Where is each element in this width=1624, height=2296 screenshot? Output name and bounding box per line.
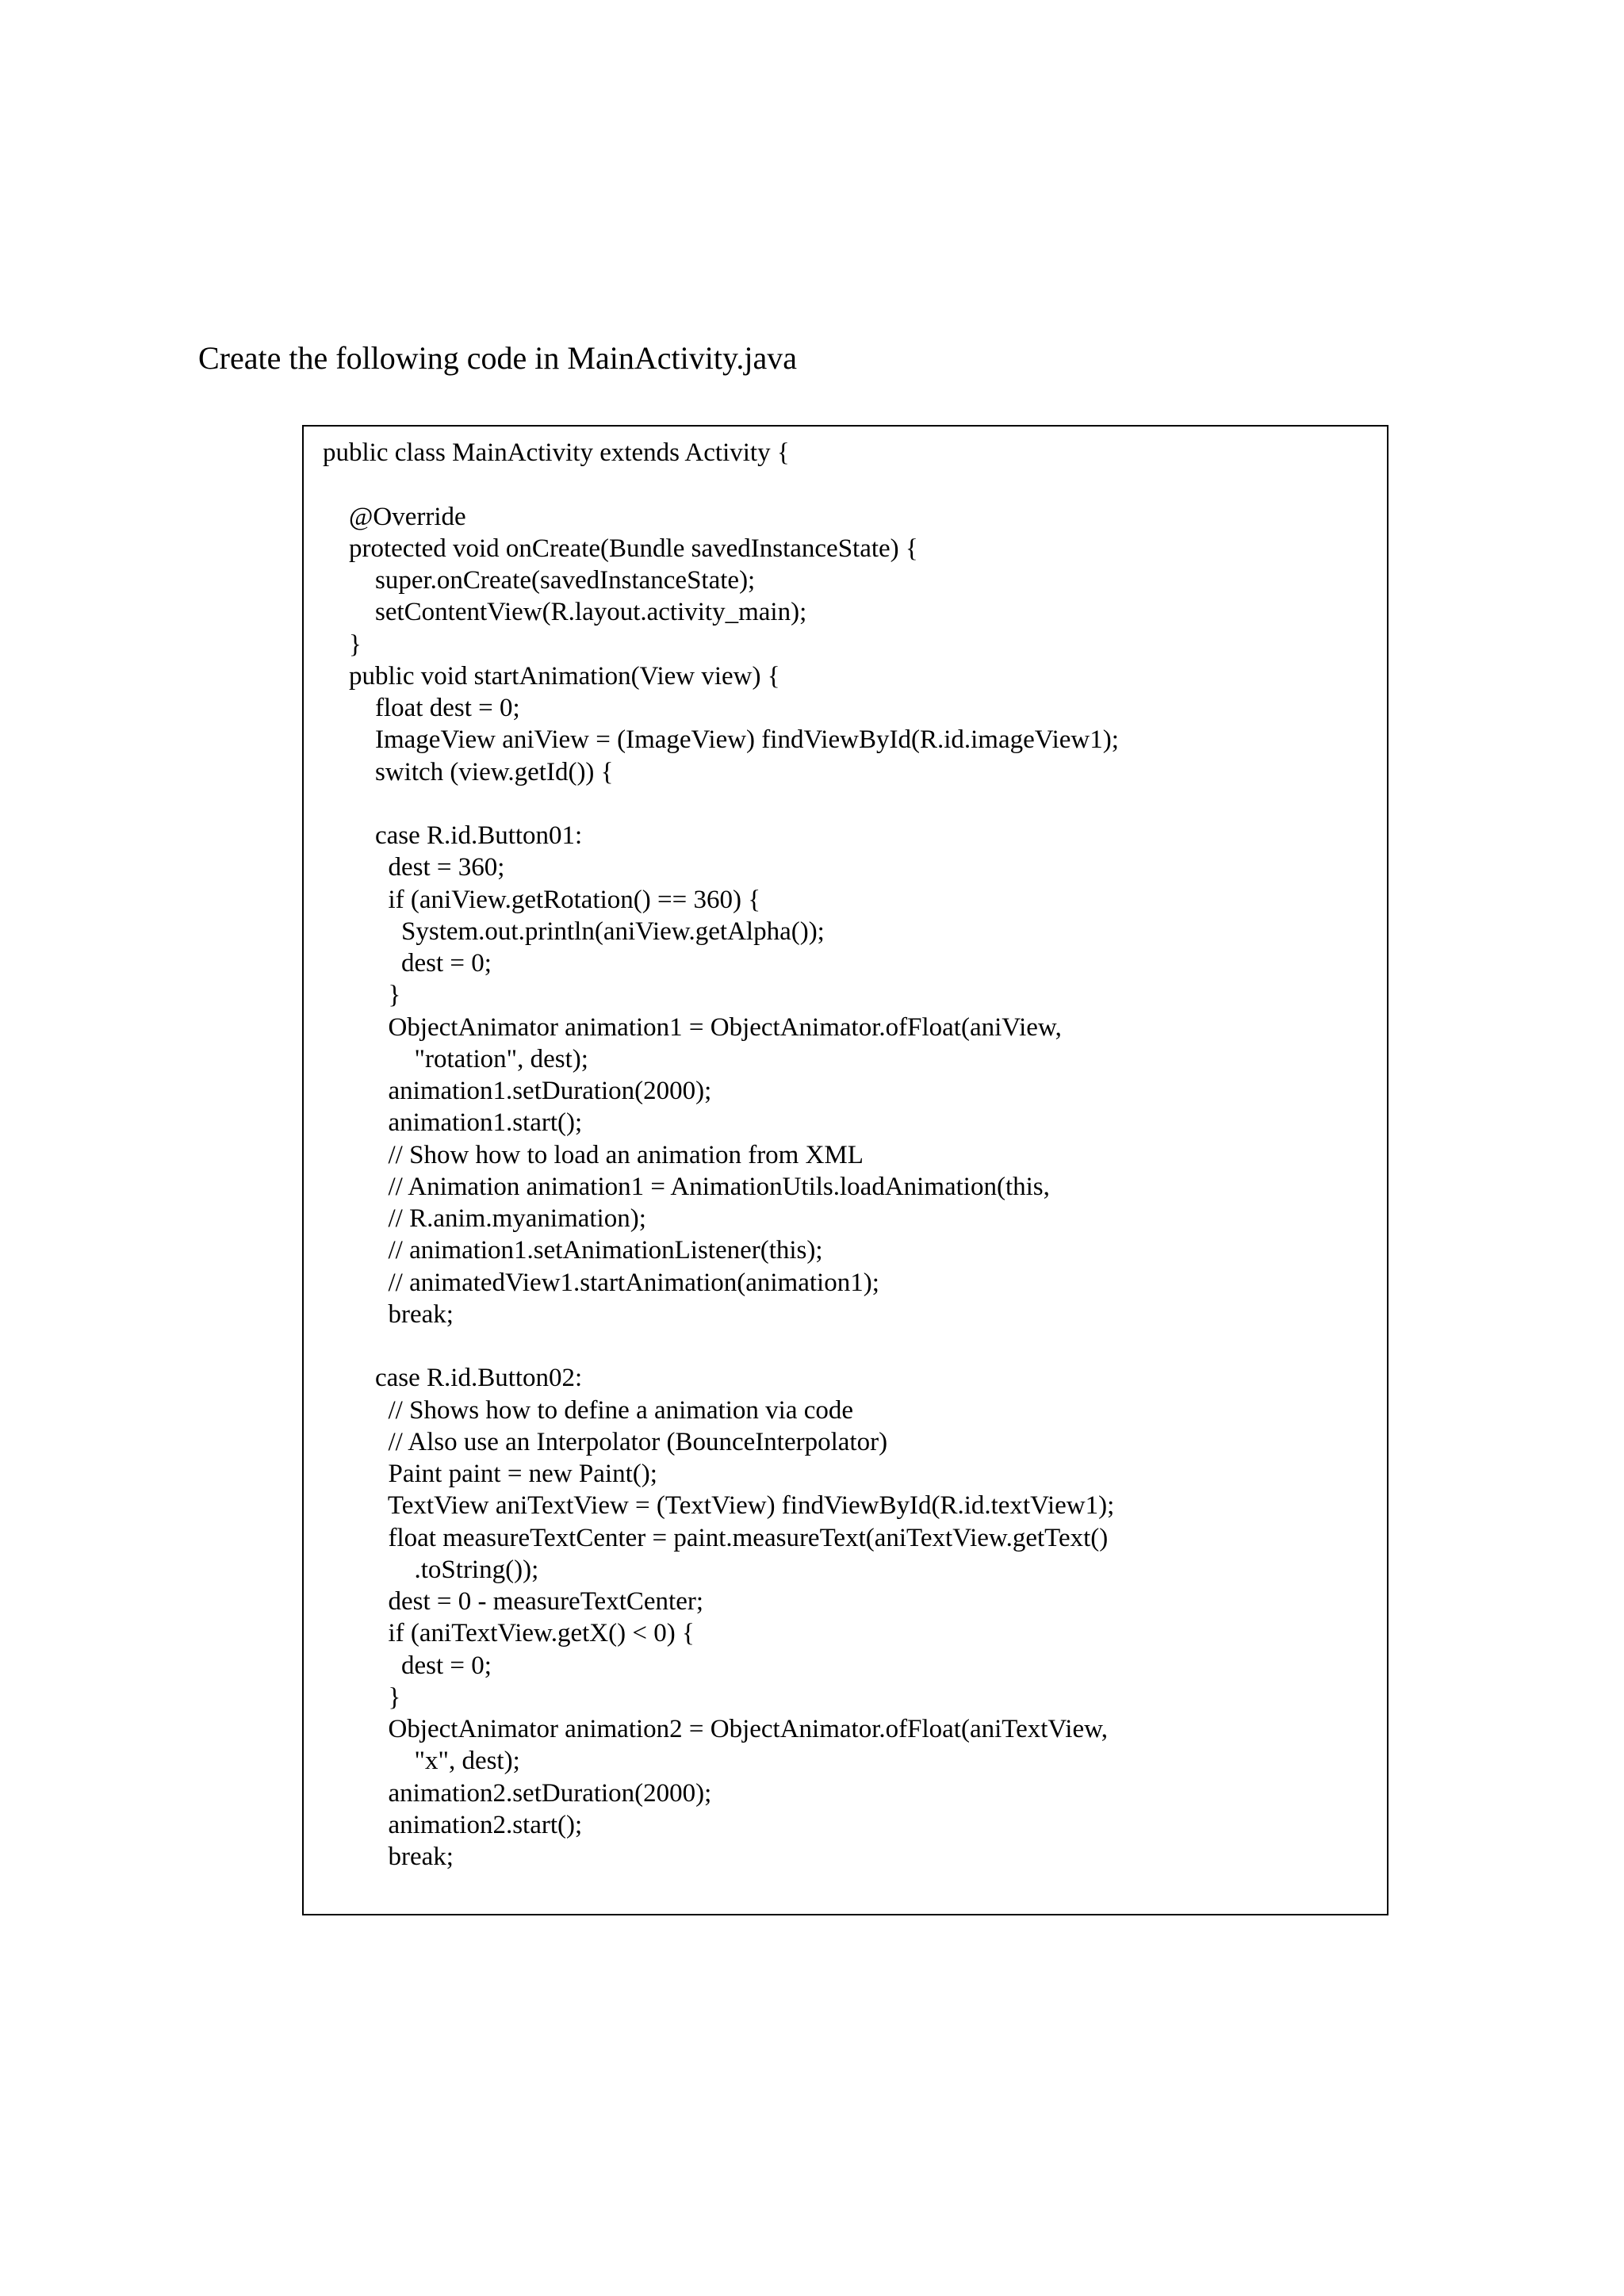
code-listing bbox=[323, 437, 1119, 1873]
code-line: break; bbox=[323, 1843, 454, 1871]
code-line: animation2.setDuration(2000); bbox=[323, 1778, 712, 1808]
code-line: @Override bbox=[323, 502, 466, 531]
code-line: dest = 360; bbox=[323, 853, 505, 882]
code-line: ImageView aniView = (ImageView) findViewById(R.id.imageView1); bbox=[323, 725, 1119, 755]
code-line: // animation1.setAnimationListener(this); bbox=[323, 1236, 823, 1265]
code-line: switch (view.getId()) { bbox=[323, 757, 614, 786]
code-line: if (aniTextView.getX() < 0) { bbox=[323, 1619, 695, 1648]
code-line: super.onCreate(savedInstanceState); bbox=[323, 566, 756, 595]
code-line: if (aniView.getRotation() == 360) { bbox=[323, 885, 761, 914]
code-line: animation2.start(); bbox=[323, 1810, 583, 1839]
code-line: break; bbox=[323, 1299, 454, 1329]
code-line: .toString()); bbox=[323, 1555, 539, 1584]
code-line: "rotation", dest); bbox=[323, 1044, 588, 1073]
code-line: dest = 0; bbox=[323, 949, 492, 978]
code-line: // Also use an Interpolator (BounceInterpolator) bbox=[323, 1427, 888, 1456]
code-line: case R.id.Button02: bbox=[323, 1364, 583, 1393]
code-line: // animatedView1.startAnimation(animation1); bbox=[323, 1268, 879, 1297]
code-line: public void startAnimation(View view) { bbox=[323, 661, 780, 691]
code-line bbox=[323, 1330, 1119, 1362]
code-line: Paint paint = new Paint(); bbox=[323, 1460, 657, 1488]
code-line: protected void onCreate(Bundle savedInstanceState) { bbox=[323, 534, 918, 563]
code-line: // Animation animation1 = AnimationUtils.loadAnimation(this, bbox=[323, 1172, 1050, 1201]
code-line: setContentView(R.layout.activity_main); bbox=[323, 598, 807, 627]
intro-text: Create the following code in MainActivity.java bbox=[198, 340, 797, 376]
code-line: "x", dest); bbox=[323, 1747, 520, 1776]
code-line: float measureTextCenter = paint.measureText(aniTextView.getText() bbox=[323, 1523, 1109, 1552]
code-line: } bbox=[323, 1682, 401, 1712]
code-line: } bbox=[323, 981, 401, 1010]
code-line: System.out.println(aniView.getAlpha()); bbox=[323, 916, 825, 946]
code-line: ObjectAnimator animation2 = ObjectAnimator.ofFloat(aniTextView, bbox=[323, 1715, 1109, 1743]
code-line bbox=[323, 788, 1119, 820]
code-line: animation1.setDuration(2000); bbox=[323, 1077, 712, 1105]
code-line: animation1.start(); bbox=[323, 1108, 583, 1138]
code-line: float dest = 0; bbox=[323, 694, 520, 722]
code-line: // Shows how to define a animation via code bbox=[323, 1395, 854, 1425]
code-line: case R.id.Button01: bbox=[323, 821, 583, 850]
code-line: public class MainActivity extends Activity { bbox=[323, 438, 790, 467]
code-line bbox=[323, 469, 1119, 500]
code-line: TextView aniTextView = (TextView) findViewById(R.id.textView1); bbox=[323, 1491, 1115, 1521]
code-line: dest = 0 - measureTextCenter; bbox=[323, 1587, 703, 1616]
code-line: } bbox=[323, 629, 362, 659]
code-line: dest = 0; bbox=[323, 1651, 492, 1680]
code-line: // Show how to load an animation from XML bbox=[323, 1140, 864, 1169]
code-line: // R.anim.myanimation); bbox=[323, 1204, 646, 1233]
code-line: ObjectAnimator animation1 = ObjectAnimator.ofFloat(aniView, bbox=[323, 1012, 1062, 1042]
